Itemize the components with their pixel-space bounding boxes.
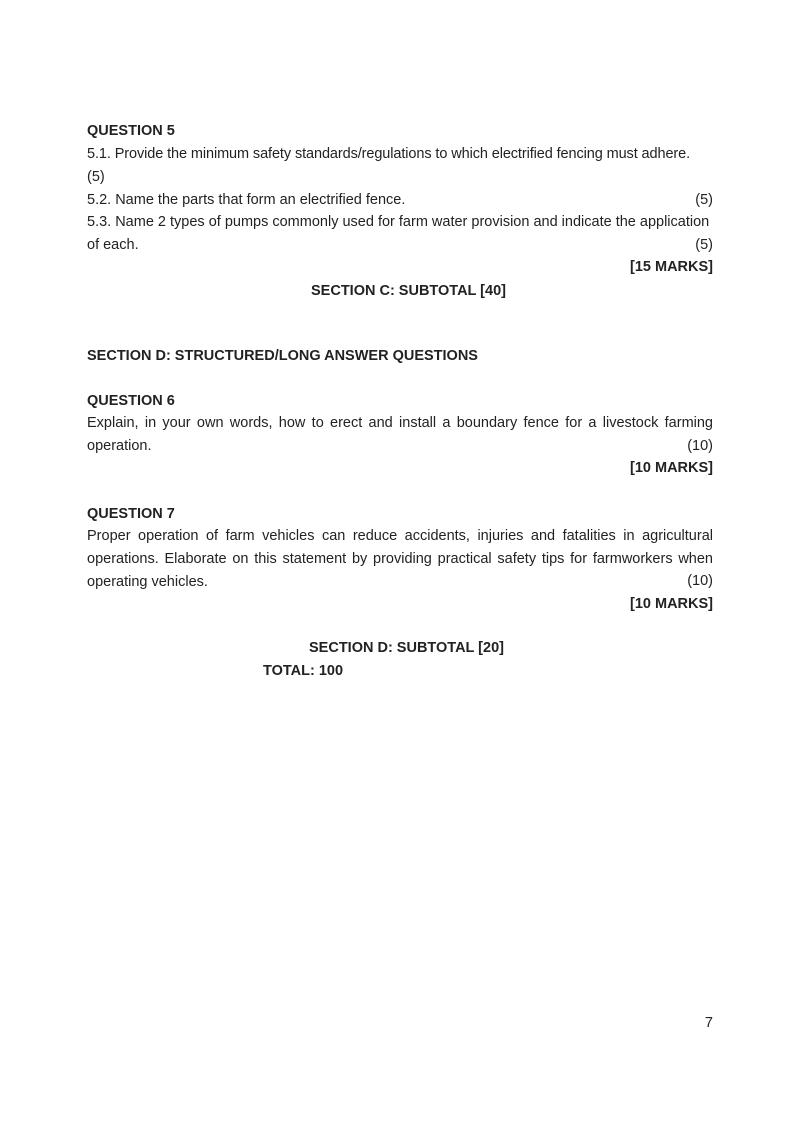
- grand-total: TOTAL: 100: [263, 663, 344, 679]
- q6-line1: Explain, in your own words, how to erect and install a boundary fence for a livestock farming: [87, 415, 713, 431]
- section-d-title: SECTION D: STRUCTURED/LONG ANSWER QUESTIONS: [87, 348, 478, 364]
- q7-line2: operations. Elaborate on this statement by providing practical safety tips for farmworkers when: [87, 551, 713, 567]
- q7-line3: operating vehicles.: [87, 574, 208, 590]
- question-7-text: [87, 525, 713, 594]
- page-number: 7: [704, 1015, 713, 1031]
- question-5-3-cont: of each.: [87, 237, 139, 253]
- q6-line2: operation.: [87, 438, 152, 454]
- question-5-3-marks: (5): [695, 237, 713, 253]
- question-5-2-marks: (5): [695, 192, 713, 208]
- q7-line1: Proper operation of farm vehicles can reduce accidents, injuries and fatalities in agricultural: [87, 528, 713, 544]
- section-d-subtotal: SECTION D: SUBTOTAL [20]: [309, 640, 504, 656]
- question-5-3: 5.3. Name 2 types of pumps commonly used for farm water provision and indicate the application: [87, 214, 710, 230]
- question-6-text: [87, 412, 713, 458]
- question-5-1-marks: (5): [87, 169, 105, 185]
- section-c-subtotal: SECTION C: SUBTOTAL [40]: [311, 283, 506, 299]
- question-5-2: 5.2. Name the parts that form an electrified fence.: [87, 192, 406, 208]
- question-5-total: [15 MARKS]: [630, 259, 713, 275]
- question-7-marks: (10): [687, 573, 713, 589]
- question-7-title: QUESTION 7: [87, 506, 175, 522]
- question-6-total: [10 MARKS]: [630, 460, 713, 476]
- question-6-marks: (10): [687, 438, 713, 454]
- question-6-title: QUESTION 6: [87, 393, 175, 409]
- question-5-title: QUESTION 5: [87, 123, 175, 139]
- question-5-1: 5.1. Provide the minimum safety standards/regulations to which electrified fencing must adhere.: [87, 146, 691, 162]
- question-7-total: [10 MARKS]: [630, 596, 713, 612]
